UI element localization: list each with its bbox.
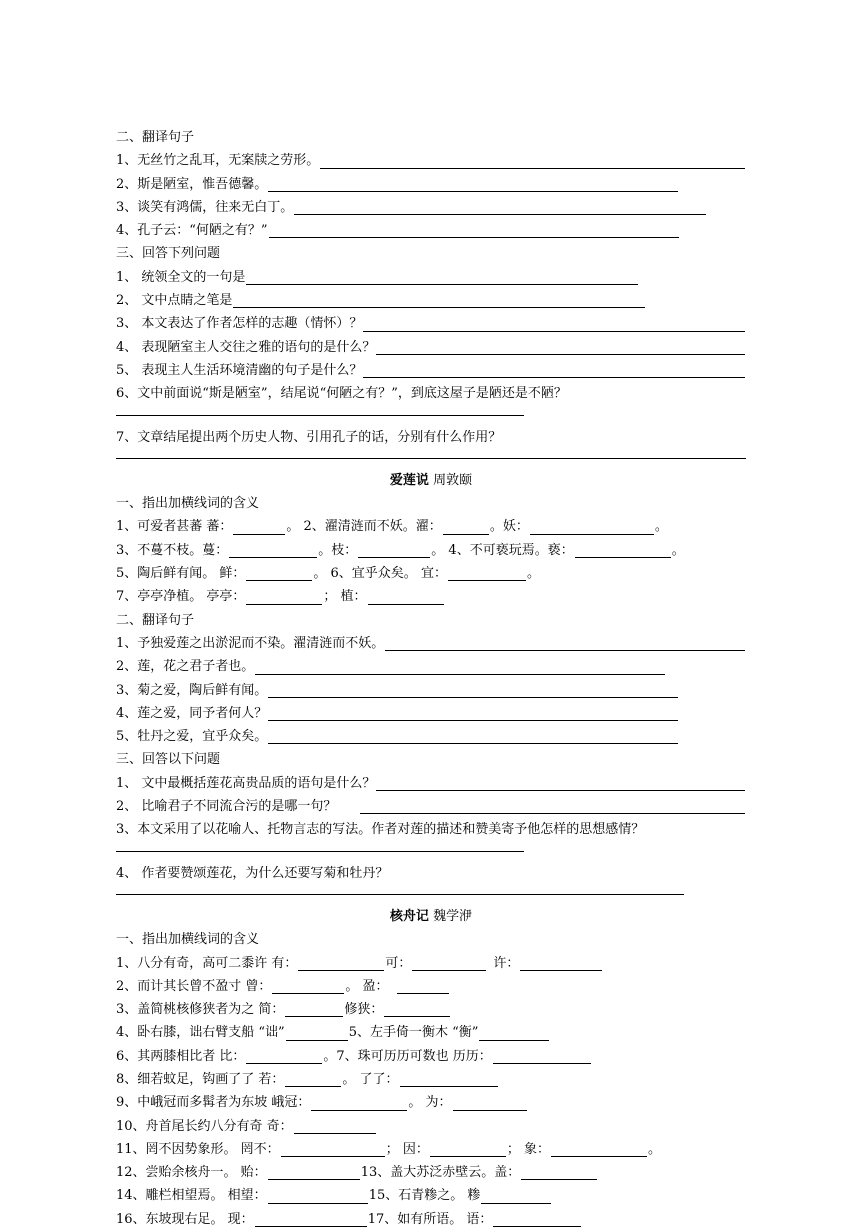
answer-blank[interactable] (385, 634, 745, 651)
title-text: 爱莲说 (389, 472, 429, 488)
answer-blank[interactable] (376, 338, 745, 355)
answer-blank[interactable] (575, 541, 671, 558)
answer-blank[interactable] (363, 361, 745, 378)
answer-blank[interactable] (481, 1187, 551, 1204)
question-item: 2、 文中点睛之笔是 (116, 289, 746, 312)
word-item: 5、陶后鲜有闻。 鲜： 。 6、宜乎众矣。 宜： 。 (116, 566, 540, 582)
section-heading: 二、翻译句子 (116, 130, 195, 145)
word-item: 9、中峨冠而多髯者为东坡 峨冠： 。 为： (116, 1091, 746, 1114)
answer-blank[interactable] (479, 1024, 549, 1041)
translate-item: 1、予独爱莲之出淤泥而不染。濯清涟而不妖。 (116, 632, 746, 655)
section-heading: 一、指出加横线词的含义 (116, 932, 260, 948)
translate-item: 2、莲，花之君子者也。 (116, 655, 746, 678)
word-item: 16、东坡现右足。 现： 17、如有所语。 语： (116, 1208, 746, 1231)
answer-blank[interactable] (430, 1140, 506, 1157)
word-item: 8、细若蚊足，钩画了了 若： 。 了了： (116, 1068, 746, 1091)
answer-blank[interactable] (520, 954, 602, 971)
translate-item: 4、莲之爱，同予者何人？ (116, 702, 746, 725)
question-item: 4、 作者要赞颂莲花，为什么还要写菊和牡丹？ (116, 865, 389, 881)
answer-blank[interactable] (285, 1070, 341, 1087)
answer-blank[interactable] (268, 681, 678, 698)
question-item: 6、文中前面说“斯是陋室”，结尾说“何陋之有？”，到底这屋子是陋还是不陋？ (116, 386, 567, 402)
answer-blank[interactable] (229, 541, 317, 558)
answer-blank[interactable] (448, 564, 526, 581)
answer-line[interactable] (116, 457, 746, 459)
answer-blank[interactable] (269, 221, 679, 238)
answer-line[interactable] (116, 893, 684, 895)
answer-blank[interactable] (246, 588, 322, 605)
answer-blank[interactable] (397, 977, 449, 994)
answer-blank[interactable] (246, 564, 312, 581)
word-item: 7、亭亭净植。 亭亭： ； 植： (116, 585, 746, 608)
answer-blank[interactable] (268, 727, 678, 744)
word-item: 6、其两膝相比者 比： 。7、珠可历历可数也 历历： (116, 1045, 746, 1068)
author-text: 周敦颐 (433, 472, 473, 488)
translate-item: 3、菊之爱，陶后鲜有闻。 (116, 679, 746, 702)
word-item: 4、卧右膝，诎右臂支船 “诎” 5、左手倚一衡木 “衡” (116, 1021, 746, 1044)
section-heading: 一、指出加横线词的含义 (116, 496, 260, 512)
question-item: 5、 表现主人生活环境清幽的句子是什么？ (116, 359, 746, 382)
translate-item: 5、牡丹之爱，宜乎众矣。 (116, 725, 746, 748)
answer-blank[interactable] (493, 1047, 591, 1064)
answer-blank[interactable] (294, 1117, 376, 1134)
question-item: 1、 文中最概括莲花高贵品质的语句是什么？ (116, 772, 746, 795)
title-text: 核舟记 (389, 908, 429, 924)
answer-blank[interactable] (268, 175, 678, 192)
answer-blank[interactable] (294, 198, 706, 215)
answer-blank[interactable] (255, 1210, 367, 1227)
answer-blank[interactable] (493, 1210, 581, 1227)
section-heading: 三、回答以下问题 (116, 752, 221, 768)
answer-blank[interactable] (246, 268, 638, 285)
answer-blank[interactable] (233, 518, 285, 535)
answer-blank[interactable] (311, 1094, 407, 1111)
answer-blank[interactable] (368, 588, 444, 605)
answer-blank[interactable] (384, 1000, 450, 1017)
answer-blank[interactable] (363, 315, 745, 332)
answer-blank[interactable] (268, 1187, 368, 1204)
answer-blank[interactable] (358, 541, 430, 558)
answer-blank[interactable] (530, 518, 654, 535)
section-heading: 二、翻译句子 (116, 612, 195, 628)
answer-blank[interactable] (268, 704, 678, 721)
answer-blank[interactable] (360, 797, 745, 814)
answer-line[interactable] (116, 414, 524, 416)
answer-blank[interactable] (298, 954, 384, 971)
answer-blank[interactable] (268, 1163, 360, 1180)
word-item: 1、可爱者甚蕃 蕃： 。 2、濯清涟而不妖。濯： 。妖： 。 (116, 519, 668, 535)
word-item: 10、舟首尾长约八分有奇 奇： (116, 1115, 746, 1138)
question-item: 3、 本文表达了作者怎样的志趣（情怀）？ (116, 312, 746, 335)
worksheet (116, 126, 746, 1231)
answer-blank[interactable] (281, 1140, 385, 1157)
question-item: 3、本文采用了以花喻人、托物言志的写法。作者对莲的描述和赞美寄予他怎样的思想感情？ (116, 822, 645, 838)
answer-blank[interactable] (286, 1024, 348, 1041)
translate-item: 1、无丝竹之乱耳，无案牍之劳形。 (116, 149, 746, 172)
section-heading: 三、回答下列问题 (116, 246, 221, 262)
word-item: 12、尝贻余核舟一。 贻： 13、盖大苏泛赤壁云。盖： (116, 1161, 746, 1184)
answer-line[interactable] (116, 850, 524, 852)
answer-blank[interactable] (443, 518, 489, 535)
answer-blank[interactable] (320, 152, 745, 169)
answer-blank[interactable] (400, 1070, 498, 1087)
word-item: 2、而计其长曾不盈寸 曾： 。 盈： (116, 975, 746, 998)
answer-blank[interactable] (412, 954, 486, 971)
word-item: 1、八分有奇，高可二黍许 有： 可： 许： (116, 952, 746, 975)
answer-blank[interactable] (521, 1163, 597, 1180)
word-item: 3、不蔓不枝。蔓： 。枝： 。 4、不可亵玩焉。亵： 。 (116, 542, 685, 558)
answer-blank[interactable] (285, 1000, 343, 1017)
question-item: 2、 比喻君子不同流合污的是哪一句？ (116, 795, 746, 818)
translate-item: 4、孔子云：“何陋之有？” (116, 219, 746, 242)
author-text: 魏学洢 (433, 908, 473, 924)
answer-blank[interactable] (376, 774, 745, 791)
word-item: 14、雕栏相望焉。 相望： 15、石青糁之。 糁 (116, 1184, 746, 1207)
question-item: 4、 表现陋室主人交往之雅的语句的是什么？ (116, 336, 746, 359)
answer-blank[interactable] (233, 291, 645, 308)
answer-blank[interactable] (246, 1047, 322, 1064)
essay-title (116, 469, 746, 492)
question-item: 1、 统领全文的一句是 (116, 266, 746, 289)
answer-blank[interactable] (453, 1094, 527, 1111)
answer-blank[interactable] (272, 977, 344, 994)
translate-item: 2、斯是陋室，惟吾德馨。 (116, 173, 746, 196)
word-item: 3、盖简桃核修狭者为之 简： 修狭： (116, 998, 746, 1021)
answer-blank[interactable] (551, 1140, 647, 1157)
translate-item: 3、谈笑有鸿儒，往来无白丁。 (116, 196, 746, 219)
essay-title (116, 905, 746, 928)
word-item: 11、罔不因势象形。 罔不： ； 因： ； 象： 。 (116, 1141, 661, 1157)
answer-blank[interactable] (255, 658, 665, 675)
question-item: 7、文章结尾提出两个历史人物、引用孔子的话，分别有什么作用？ (116, 429, 502, 445)
